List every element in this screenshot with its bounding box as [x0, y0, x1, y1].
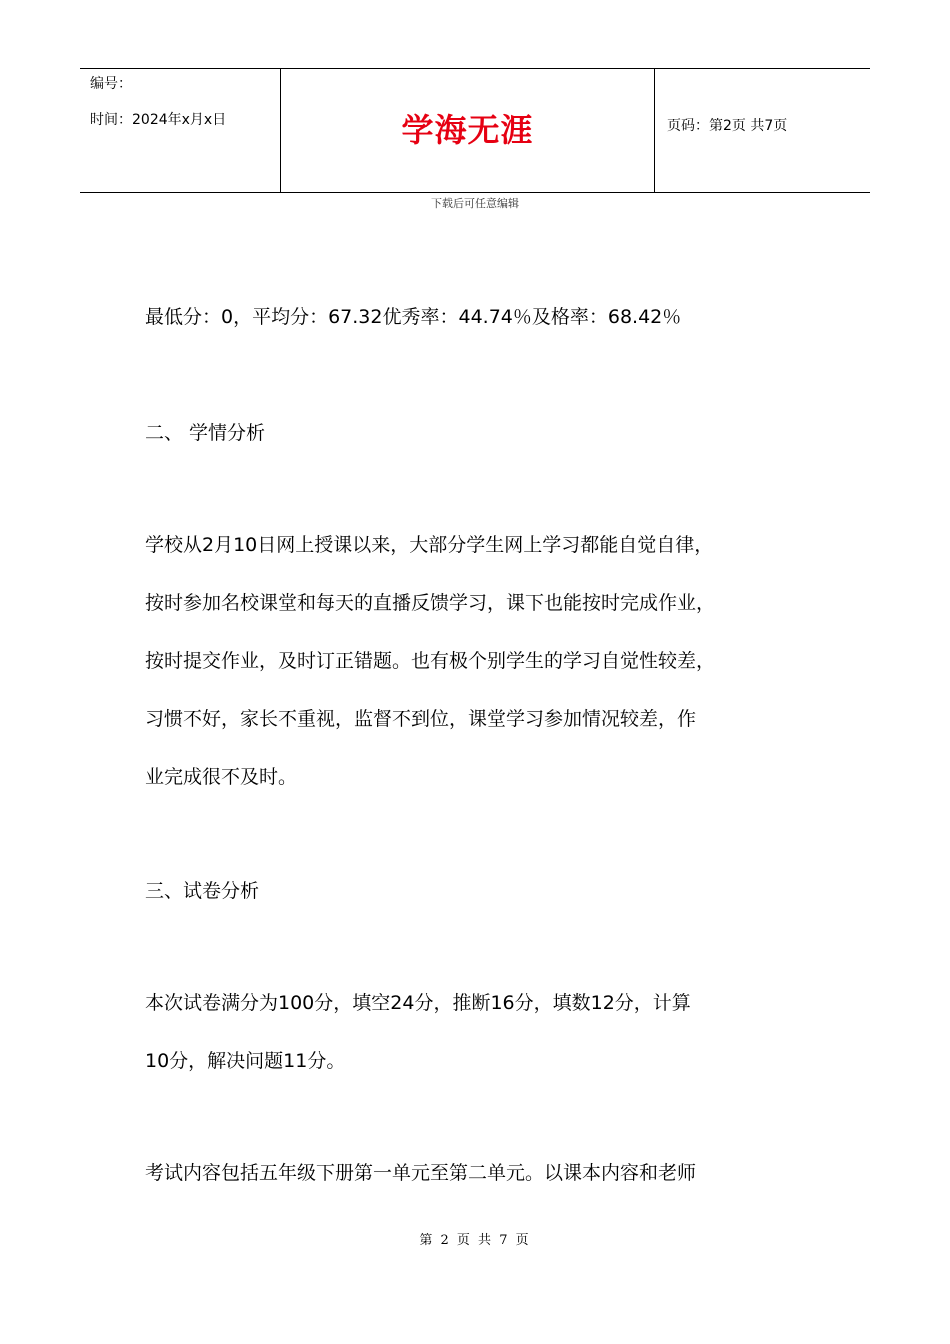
- section-heading-student-analysis: 二、 学情分析: [145, 422, 266, 444]
- brand-title: 学海无涯: [401, 111, 534, 149]
- paragraph-line: 学校从2月10日网上授课以来，大部分学生网上学习都能自觉自律，: [145, 534, 714, 556]
- header-left-cell: [80, 69, 281, 192]
- page-footer: 第 2 页 共 7 页: [419, 1233, 531, 1248]
- section-heading-paper-analysis: 三、试卷分析: [145, 880, 260, 902]
- editable-note: 下载后可任意编辑: [431, 197, 519, 210]
- paragraph-line: 考试内容包括五年级下册第一单元至第二单元。以课本内容和老师: [145, 1162, 697, 1184]
- paragraph-line: 习惯不好，家长不重视，监督不到位，课堂学习参加情况较差，作: [145, 708, 697, 730]
- paragraph-line: 10分，解决问题11分。: [145, 1050, 346, 1072]
- time-label: 时间：2024年x月x日: [90, 112, 227, 128]
- header-right-cell: [655, 69, 870, 192]
- header-title-cell: [281, 69, 655, 192]
- paragraph-line: 按时参加名校课堂和每天的直播反馈学习，课下也能按时完成作业，: [145, 592, 716, 614]
- paragraph-line: 按时提交作业，及时订正错题。也有极个别学生的学习自觉性较差，: [145, 650, 716, 672]
- page-number-label: 页码：第2页 共7页: [667, 118, 788, 134]
- paragraph-line: 本次试卷满分为100分，填空24分，推断16分，填数12分，计算: [145, 992, 691, 1014]
- page-header: [80, 68, 870, 193]
- paragraph-line: 业完成很不及时。: [145, 766, 298, 788]
- score-summary-line: 最低分：0，平均分：67.32优秀率：44.74％及格率：68.42％: [145, 306, 682, 328]
- serial-number-label: 编号：: [90, 76, 132, 92]
